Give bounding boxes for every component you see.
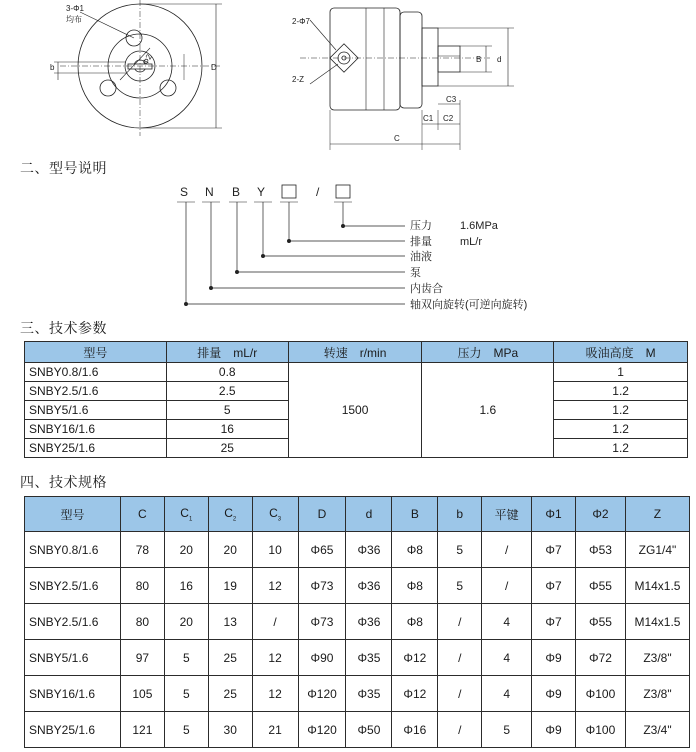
side-dim-C3: C3: [446, 95, 457, 104]
param-model: SNBY2.5/1.6: [25, 382, 167, 401]
spec-header-sub: 1: [188, 516, 193, 523]
spec-cell: /: [438, 640, 482, 676]
code-letter-n: N: [205, 185, 214, 199]
spec-header-7: [392, 497, 438, 532]
param-suction: 1.2: [554, 382, 688, 401]
pump-shaft: [438, 46, 460, 72]
front-view: [50, 0, 222, 136]
spec-cell: Φ100: [576, 676, 626, 712]
spec-cell: Φ73: [298, 568, 346, 604]
spec-cell: Φ9: [532, 676, 576, 712]
spec-header-5: [298, 497, 346, 532]
code-box-displacement: [282, 185, 296, 198]
param-header-suction: 吸油高度 M: [554, 342, 688, 363]
legend-label-internal-gear: 内齿合: [410, 283, 443, 295]
spec-cell: 12: [252, 676, 298, 712]
side-dim-d: d: [497, 55, 502, 64]
spec-cell: Φ55: [576, 568, 626, 604]
spec-cell: 5: [482, 712, 532, 748]
side-dim-C: C: [394, 134, 400, 143]
parameters-header-row: [25, 342, 688, 363]
spec-cell: Φ120: [298, 712, 346, 748]
spec-model: SNBY16/1.6: [25, 676, 121, 712]
param-displacement: 25: [166, 439, 288, 458]
spec-cell: Φ72: [576, 640, 626, 676]
spec-cell: 10: [252, 532, 298, 568]
spec-cell: 5: [164, 712, 208, 748]
table-row: [25, 604, 690, 640]
param-pressure: 1.6: [422, 363, 554, 458]
spec-cell: /: [252, 604, 298, 640]
spec-header-12: [625, 497, 689, 532]
param-header-displacement: 排量 mL/r: [166, 342, 288, 363]
spec-cell: Φ53: [576, 532, 626, 568]
model-code-diagram: [177, 185, 527, 311]
spec-header-main: Z: [653, 507, 662, 521]
spec-cell: Z3/8": [625, 640, 689, 676]
spec-cell: /: [438, 712, 482, 748]
legend-label-pump: 泵: [410, 267, 421, 279]
table-row: [25, 712, 690, 748]
spec-cell: 5: [438, 532, 482, 568]
spec-header-main: C: [138, 507, 147, 521]
spec-cell: 97: [120, 640, 164, 676]
spec-cell: 78: [120, 532, 164, 568]
spec-cell: Φ9: [532, 712, 576, 748]
spec-header-11: [576, 497, 626, 532]
spec-header-4: [252, 497, 298, 532]
legend-label-oil: 油液: [410, 251, 432, 263]
spec-cell: Φ9: [532, 640, 576, 676]
spec-cell: Φ8: [392, 532, 438, 568]
spec-cell: 20: [164, 532, 208, 568]
spec-header-9: [482, 497, 532, 532]
front-phi-label: Φ2: [140, 52, 154, 67]
spec-cell: 12: [252, 640, 298, 676]
front-hole-note: 均布: [66, 15, 82, 24]
spec-cell: 12: [252, 568, 298, 604]
table-row: [25, 676, 690, 712]
code-box-pressure: [336, 185, 350, 198]
spec-cell: 4: [482, 640, 532, 676]
spec-cell: Φ8: [392, 604, 438, 640]
spec-header-main: C: [180, 505, 189, 520]
spec-cell: Φ16: [392, 712, 438, 748]
side-view: [292, 8, 514, 150]
spec-cell: Φ36: [346, 604, 392, 640]
spec-cell: Z3/8": [625, 676, 689, 712]
spec-header-main: 型号: [60, 507, 85, 522]
spec-header-2: [164, 497, 208, 532]
spec-cell: 80: [120, 604, 164, 640]
spec-cell: Φ12: [392, 640, 438, 676]
side-dim-C2: C2: [443, 114, 454, 123]
param-displacement: 16: [166, 420, 288, 439]
spec-model: SNBY2.5/1.6: [25, 604, 121, 640]
param-model: SNBY25/1.6: [25, 439, 167, 458]
spec-cell: Z3/4": [625, 712, 689, 748]
spec-cell: Φ36: [346, 568, 392, 604]
spec-cell: 4: [482, 604, 532, 640]
pump-body: [330, 8, 400, 110]
spec-cell: 105: [120, 676, 164, 712]
mount-hole-right: [160, 80, 176, 96]
param-suction: 1.2: [554, 401, 688, 420]
front-dim-b: b: [50, 63, 55, 72]
param-header-speed: 转速 r/min: [288, 342, 422, 363]
legend-label-displacement: 排量: [410, 236, 432, 248]
side-port-label: 2-Φ7: [292, 17, 310, 26]
param-suction: 1: [554, 363, 688, 382]
spec-cell: Φ8: [392, 568, 438, 604]
code-letter-s: S: [180, 185, 189, 199]
spec-cell: /: [438, 604, 482, 640]
param-model: SNBY0.8/1.6: [25, 363, 167, 382]
spec-model: SNBY0.8/1.6: [25, 532, 121, 568]
table-row: [25, 568, 690, 604]
spec-cell: Φ12: [392, 676, 438, 712]
spec-cell: Φ120: [298, 676, 346, 712]
param-suction: 1.2: [554, 420, 688, 439]
spec-header-8: [438, 497, 482, 532]
spec-header-1: [120, 497, 164, 532]
spec-cell: Φ7: [532, 604, 576, 640]
spec-header-main: C: [224, 505, 233, 520]
legend-label-pressure: 压力: [410, 220, 432, 232]
spec-header-3: [208, 497, 252, 532]
specifications-header-row: [25, 497, 690, 532]
front-dim-D: D: [211, 63, 217, 72]
param-header-pressure: 压力 MPa: [422, 342, 554, 363]
spec-cell: Φ73: [298, 604, 346, 640]
pump-flange: [400, 12, 422, 108]
parameters-table: [24, 341, 688, 458]
spec-cell: Φ36: [346, 532, 392, 568]
spec-cell: 5: [164, 676, 208, 712]
spec-cell: ZG1/4": [625, 532, 689, 568]
table-row: [25, 640, 690, 676]
section-title-model: 二、型号说明: [20, 161, 107, 177]
spec-cell: 20: [208, 532, 252, 568]
spec-header-main: Φ2: [592, 507, 609, 521]
spec-cell: Φ35: [346, 640, 392, 676]
code-letter-y: Y: [257, 185, 266, 199]
spec-header-6: [346, 497, 392, 532]
spec-header-main: b: [456, 507, 464, 521]
spec-cell: Φ100: [576, 712, 626, 748]
code-slash: /: [316, 185, 320, 199]
param-model: SNBY16/1.6: [25, 420, 167, 439]
spec-cell: 80: [120, 568, 164, 604]
spec-cell: /: [438, 676, 482, 712]
spec-header-main: C: [269, 505, 278, 520]
spec-header-main: d: [365, 507, 373, 521]
spec-cell: 5: [164, 640, 208, 676]
side-thread-label: 2-Z: [292, 75, 304, 84]
spec-cell: Φ50: [346, 712, 392, 748]
spec-cell: 20: [164, 604, 208, 640]
spec-cell: M14x1.5: [625, 568, 689, 604]
spec-model: SNBY25/1.6: [25, 712, 121, 748]
spec-cell: Φ7: [532, 568, 576, 604]
spec-cell: 121: [120, 712, 164, 748]
param-speed: 1500: [288, 363, 422, 458]
param-suction: 1.2: [554, 439, 688, 458]
section-title-specifications: 四、技术规格: [20, 475, 107, 491]
spec-header-main: B: [410, 507, 419, 521]
spec-cell: 25: [208, 640, 252, 676]
spec-cell: /: [482, 532, 532, 568]
param-model: SNBY5/1.6: [25, 401, 167, 420]
pump-hub: [422, 28, 438, 86]
legend-value-pressure: 1.6MPa: [460, 220, 498, 232]
section-title-parameters: 三、技术参数: [20, 321, 107, 337]
side-dim-C1: C1: [423, 114, 434, 123]
spec-header-10: [532, 497, 576, 532]
spec-cell: Φ7: [532, 532, 576, 568]
spec-header-sub: 3: [277, 516, 282, 523]
spec-cell: M14x1.5: [625, 604, 689, 640]
mount-hole-left: [100, 80, 116, 96]
spec-header-0: [25, 497, 121, 532]
spec-model: SNBY5/1.6: [25, 640, 121, 676]
spec-cell: 25: [208, 676, 252, 712]
code-letter-b: B: [232, 185, 241, 199]
spec-header-main: 平键: [494, 507, 519, 522]
param-displacement: 2.5: [166, 382, 288, 401]
spec-cell: Φ55: [576, 604, 626, 640]
spec-cell: 21: [252, 712, 298, 748]
spec-cell: /: [482, 568, 532, 604]
spec-cell: Φ35: [346, 676, 392, 712]
spec-cell: 30: [208, 712, 252, 748]
specifications-table: [24, 496, 690, 748]
spec-header-main: D: [317, 507, 327, 521]
param-displacement: 5: [166, 401, 288, 420]
side-dim-B: B: [476, 55, 482, 64]
spec-cell: Φ65: [298, 532, 346, 568]
front-hole-label: 3-Φ1: [66, 4, 84, 13]
spec-cell: Φ90: [298, 640, 346, 676]
spec-header-sub: 2: [232, 516, 237, 523]
table-row: [25, 532, 690, 568]
param-header-model: 型号: [25, 342, 167, 363]
param-displacement: 0.8: [166, 363, 288, 382]
legend-value-displacement: mL/r: [460, 236, 482, 248]
table-row: [25, 363, 688, 382]
spec-cell: 13: [208, 604, 252, 640]
spec-cell: 16: [164, 568, 208, 604]
spec-cell: 4: [482, 676, 532, 712]
spec-cell: 5: [438, 568, 482, 604]
spec-cell: 19: [208, 568, 252, 604]
legend-label-rotation: 轴双向旋转(可逆向旋转): [410, 299, 528, 311]
spec-header-main: Φ1: [545, 507, 562, 521]
spec-model: SNBY2.5/1.6: [25, 568, 121, 604]
